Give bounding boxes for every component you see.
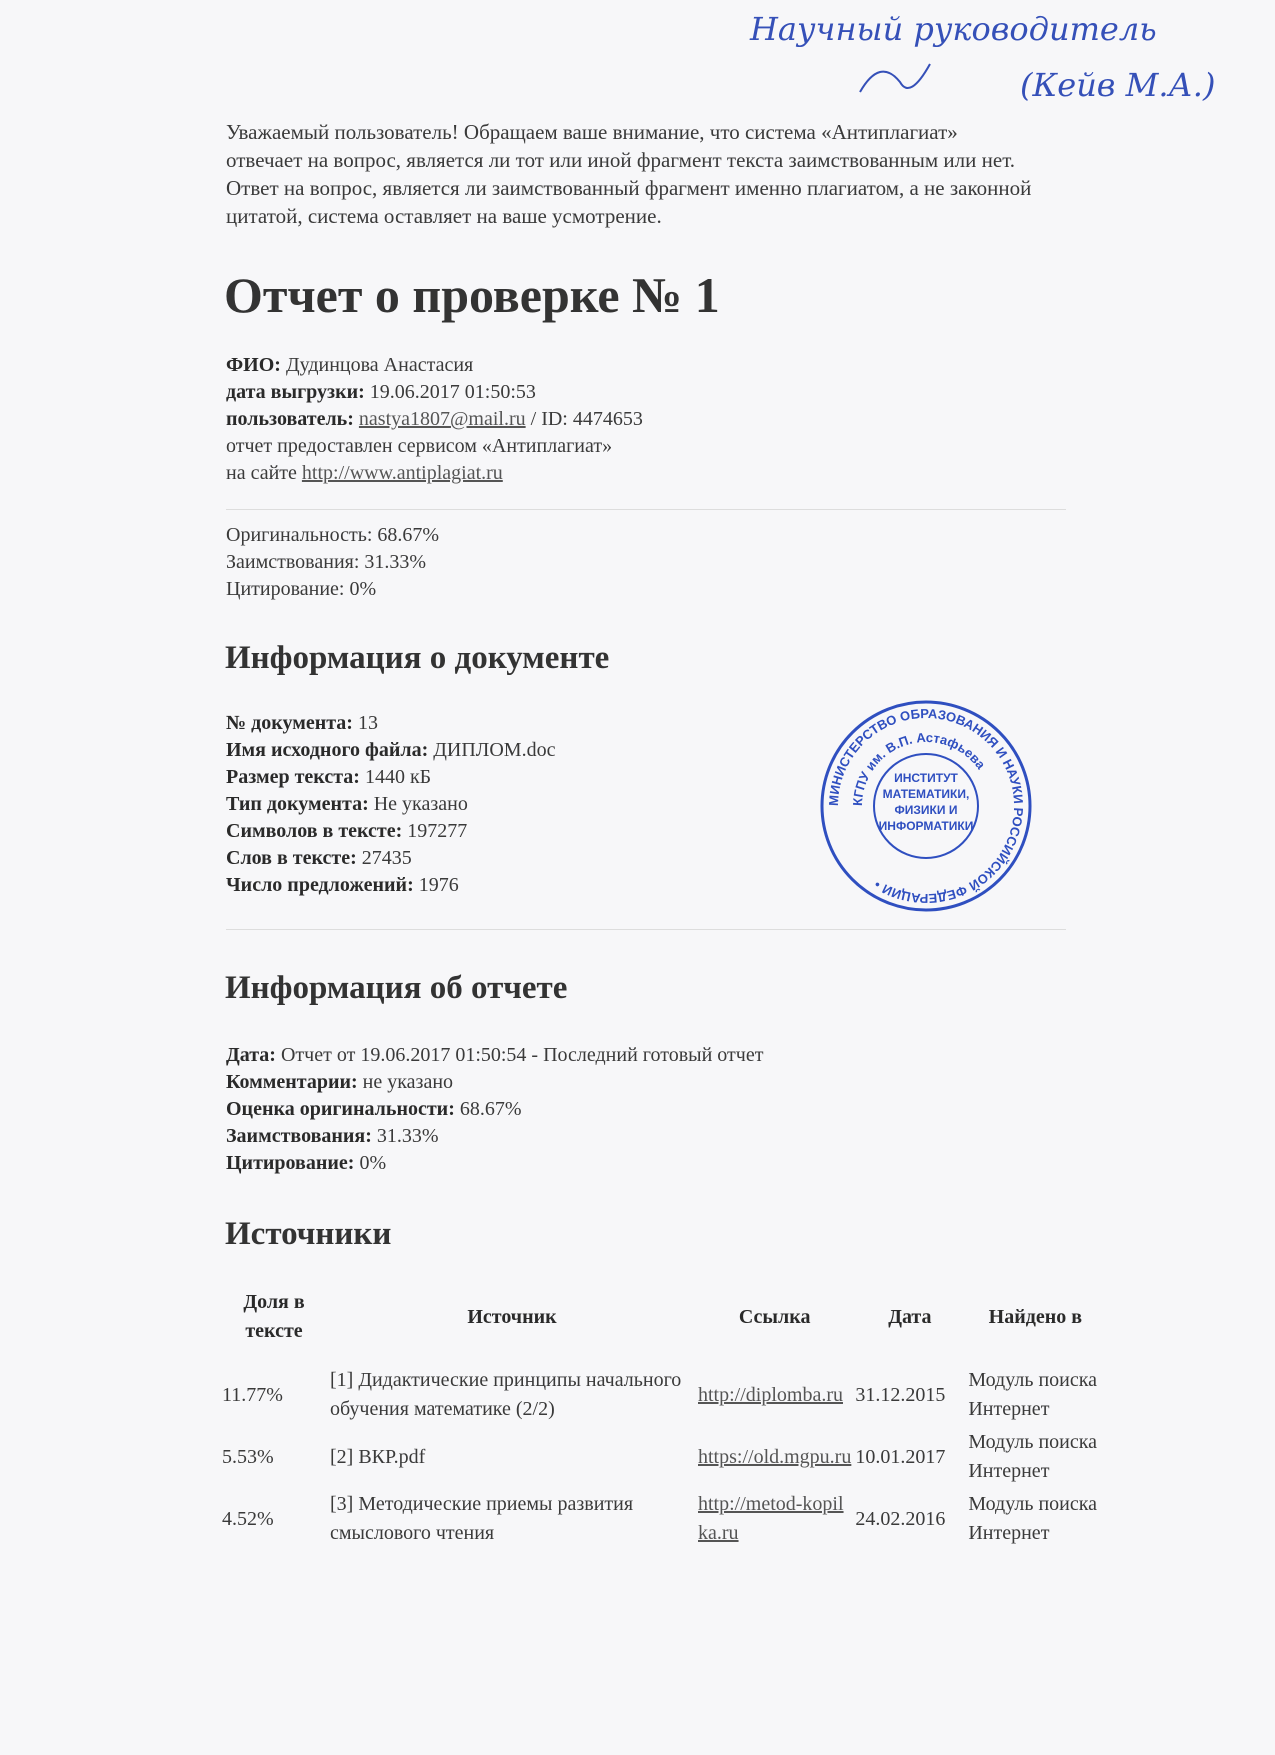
citations: Цитирование: 0% <box>226 578 377 600</box>
column-header: Доля в тексте <box>243 1291 305 1342</box>
label: Размер текста: <box>226 766 360 788</box>
table-row <box>220 1490 1104 1552</box>
label: Тип документа: <box>226 793 369 815</box>
doc-info <box>226 710 555 899</box>
value: 19.06.2017 01:50:53 <box>369 381 536 403</box>
table-row <box>220 1428 1104 1490</box>
label: Комментарии: <box>226 1071 358 1093</box>
value: 0% <box>359 1152 387 1174</box>
info-row <box>226 818 555 845</box>
notice-line: цитатой, система оставляет на ваше усмотрение. <box>226 204 662 228</box>
value: не указано <box>362 1071 454 1093</box>
value: 197277 <box>407 820 468 842</box>
found-in: Модуль поиска Интернет <box>968 1369 1098 1420</box>
stamp-center-line: МАТЕМАТИКИ, <box>882 787 970 801</box>
fio-row <box>226 352 643 379</box>
label: дата выгрузки: <box>226 381 365 403</box>
borrowings: Заимствования: 31.33% <box>226 551 427 573</box>
label: № документа: <box>226 712 353 734</box>
info-row <box>226 1123 763 1150</box>
source: [3] Методические приемы развития смыслового чтения <box>330 1493 634 1544</box>
share: 5.53% <box>222 1445 274 1468</box>
share: 4.52% <box>222 1507 274 1530</box>
label: Цитирование: <box>226 1152 355 1174</box>
date-row <box>226 379 643 406</box>
label: Слов в тексте: <box>226 847 357 869</box>
svg-text:Научный руководитель: Научный руководитель <box>750 10 1157 48</box>
label: ФИО: <box>226 354 281 376</box>
report-meta <box>226 352 643 487</box>
info-row <box>226 1042 763 1069</box>
column-header: Ссылка <box>738 1305 811 1328</box>
share: 11.77% <box>222 1383 283 1406</box>
table-row <box>220 1366 1104 1428</box>
label: Имя исходного файла: <box>226 739 429 761</box>
table-header <box>220 1288 1104 1366</box>
page-title: Отчет о проверке № 1 <box>224 267 720 323</box>
label: пользователь: <box>226 408 354 430</box>
label: Дата: <box>226 1044 276 1066</box>
info-row <box>226 737 555 764</box>
source: [1] Дидактические принципы начального обучения математике (2/2) <box>330 1369 682 1420</box>
source-link[interactable]: http://diplomba.ru <box>698 1383 843 1406</box>
value: 13 <box>357 712 378 734</box>
stamp-center-line: ИНСТИТУТ <box>894 771 958 785</box>
site-row <box>226 460 643 487</box>
svg-text:МИНИСТЕРСТВО ОБРАЗОВАНИЯ И НАУ: МИНИСТЕРСТВО ОБРАЗОВАНИЯ И НАУКИ РОССИЙСКОЙ ФЕДЕРАЦИИ • <box>825 705 1027 907</box>
value: Дудинцова Анастасия <box>285 354 474 376</box>
date: 31.12.2015 <box>855 1383 946 1406</box>
handwritten-signature <box>600 0 1275 112</box>
found-in: Модуль поиска Интернет <box>968 1431 1098 1482</box>
info-row <box>226 1096 763 1123</box>
svg-text:(Кейв М.А.): (Кейв М.А.) <box>1020 66 1216 104</box>
found-in: Модуль поиска Интернет <box>968 1493 1098 1544</box>
originality: Оригинальность: 68.67% <box>226 524 440 546</box>
site-link[interactable]: http://www.antiplagiat.ru <box>301 462 503 484</box>
label: Оценка оригинальности: <box>226 1098 455 1120</box>
value: 1976 <box>418 874 459 896</box>
stamp-center-line: ФИЗИКИ И <box>894 803 958 817</box>
label: на сайте <box>226 462 302 484</box>
report-info-heading: Информация об отчете <box>225 970 568 1006</box>
sources-table <box>220 1288 1104 1552</box>
column-header: Источник <box>467 1305 557 1328</box>
source-link[interactable]: https://old.mgpu.ru <box>698 1445 852 1468</box>
doc-info-heading: Информация о документе <box>225 640 610 676</box>
info-row <box>226 1069 763 1096</box>
info-row <box>226 710 555 737</box>
report-info <box>226 1042 763 1177</box>
date: 24.02.2016 <box>855 1507 946 1530</box>
value: 27435 <box>361 847 412 869</box>
value: ДИПЛОМ.doc <box>433 739 556 761</box>
value: Отчет от 19.06.2017 01:50:54 - Последний готовый отчет <box>280 1044 764 1066</box>
divider <box>226 929 1066 930</box>
value: 1440 кБ <box>364 766 432 788</box>
column-header: Дата <box>888 1305 932 1328</box>
label: Заимствования: <box>226 1125 372 1147</box>
source: [2] ВКР.pdf <box>330 1445 426 1468</box>
user-id: / ID: 4474653 <box>525 408 643 430</box>
value: 31.33% <box>376 1125 439 1147</box>
info-row <box>226 1150 763 1177</box>
source-link[interactable]: http://metod-kopilka.ru <box>698 1493 844 1544</box>
user-email-link[interactable]: nastya1807@mail.ru <box>358 408 526 430</box>
info-row <box>226 764 555 791</box>
notice-line: Уважаемый пользователь! Обращаем ваше внимание, что система «Антиплагиат» <box>226 120 958 144</box>
column-header: Найдено в <box>988 1305 1083 1328</box>
divider <box>226 509 1066 510</box>
date: 10.01.2017 <box>855 1445 946 1468</box>
info-row <box>226 872 555 899</box>
value: Не указано <box>373 793 468 815</box>
institute-stamp <box>820 700 1032 912</box>
info-row <box>226 791 555 818</box>
notice-line: отвечает на вопрос, является ли тот или иной фрагмент текста заимствованным или нет. <box>226 148 1016 172</box>
label: Символов в тексте: <box>226 820 403 842</box>
notice-line: Ответ на вопрос, является ли заимствованный фрагмент именно плагиатом, а не законной <box>226 176 1032 200</box>
stamp-center-line: ИНФОРМАТИКИ <box>878 819 974 833</box>
notice-text <box>226 118 1206 230</box>
value: 68.67% <box>459 1098 522 1120</box>
label: Число предложений: <box>226 874 414 896</box>
service-text: отчет предоставлен сервисом «Антиплагиат» <box>226 435 613 457</box>
sources-heading: Источники <box>225 1216 392 1252</box>
summary <box>226 522 439 603</box>
svg-text:КГПУ им. В.П. Астафьева: КГПУ им. В.П. Астафьева <box>849 729 989 807</box>
info-row <box>226 845 555 872</box>
user-row <box>226 406 643 433</box>
